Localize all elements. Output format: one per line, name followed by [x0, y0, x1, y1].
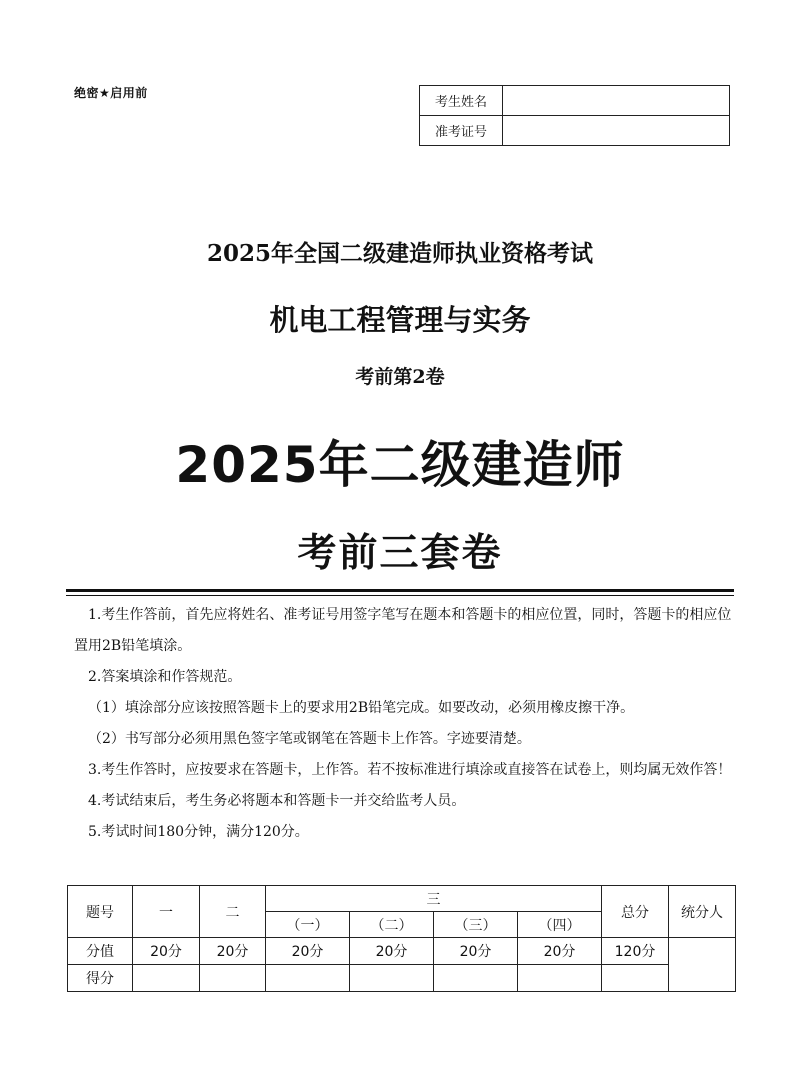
candidate-name-field[interactable] [503, 86, 730, 116]
score-cell[interactable] [133, 965, 200, 992]
candidate-info-table [419, 85, 730, 146]
point-value-label: 分值 [68, 938, 133, 965]
confidential-label: 绝密★启用前 [74, 86, 148, 100]
instruction-item: 5.考试时间180分钟，满分120分。 [88, 824, 309, 840]
instruction-item: 4.考试结束后，考生务必将题本和答题卡一并交给监考人员。 [88, 793, 466, 809]
point-value-cell: 20分 [133, 938, 200, 965]
scorer-header: 统分人 [669, 886, 736, 938]
score-cell[interactable] [200, 965, 266, 992]
volume-title: 考前第2卷 [355, 366, 445, 388]
point-value-cell: 20分 [266, 938, 350, 965]
instructions [74, 600, 734, 848]
total-header: 总分 [602, 886, 669, 938]
part-one-header: 一 [133, 886, 200, 938]
total-value-cell: 120分 [602, 938, 669, 965]
divider-thin [66, 595, 734, 596]
score-cell[interactable] [266, 965, 350, 992]
score-table [67, 885, 736, 992]
point-value-cell: 20分 [434, 938, 518, 965]
part-three-header: 三 [266, 886, 602, 912]
scorer-cell[interactable] [669, 938, 736, 992]
candidate-name-label: 考生姓名 [420, 86, 503, 116]
sub-question-header: （四） [518, 912, 602, 938]
instruction-item: 2.答案填涂和作答规范。 [88, 669, 242, 685]
brand-subtitle: 考前三套卷 [297, 531, 503, 576]
instruction-item: 3.考生作答时，应按要求在答题卡，上作答。若不按标准进行填涂或直接答在试卷上，则均属无效作答！ [88, 762, 732, 778]
subject-title: 机电工程管理与实务 [269, 303, 531, 337]
point-value-cell: 20分 [350, 938, 434, 965]
instruction-item: （1）填涂部分应该按照答题卡上的要求用2B铅笔完成。如要改动，必须用橡皮擦干净。 [88, 700, 635, 716]
sub-question-header: （一） [266, 912, 350, 938]
part-two-header: 二 [200, 886, 266, 938]
question-number-header: 题号 [68, 886, 133, 938]
admission-number-label: 准考证号 [420, 116, 503, 146]
instruction-item: 1.考生作答前，首先应将姓名、准考证号用签字笔写在题本和答题卡的相应位置，同时，答题卡的相应位置用2B铅笔填涂。 [74, 607, 732, 654]
brand-title: 2025年二级建造师 [175, 436, 625, 494]
score-label: 得分 [68, 965, 133, 992]
divider-thick [66, 589, 734, 592]
instruction-item: （2）书写部分必须用黑色签字笔或钢笔在答题卡上作答。字迹要清楚。 [88, 731, 531, 747]
score-cell[interactable] [350, 965, 434, 992]
sub-question-header: （二） [350, 912, 434, 938]
point-value-cell: 20分 [518, 938, 602, 965]
exam-title: 2025年全国二级建造师执业资格考试 [206, 240, 593, 267]
point-value-cell: 20分 [200, 938, 266, 965]
total-score-cell[interactable] [602, 965, 669, 992]
admission-number-field[interactable] [503, 116, 730, 146]
score-cell[interactable] [434, 965, 518, 992]
sub-question-header: （三） [434, 912, 518, 938]
score-cell[interactable] [518, 965, 602, 992]
